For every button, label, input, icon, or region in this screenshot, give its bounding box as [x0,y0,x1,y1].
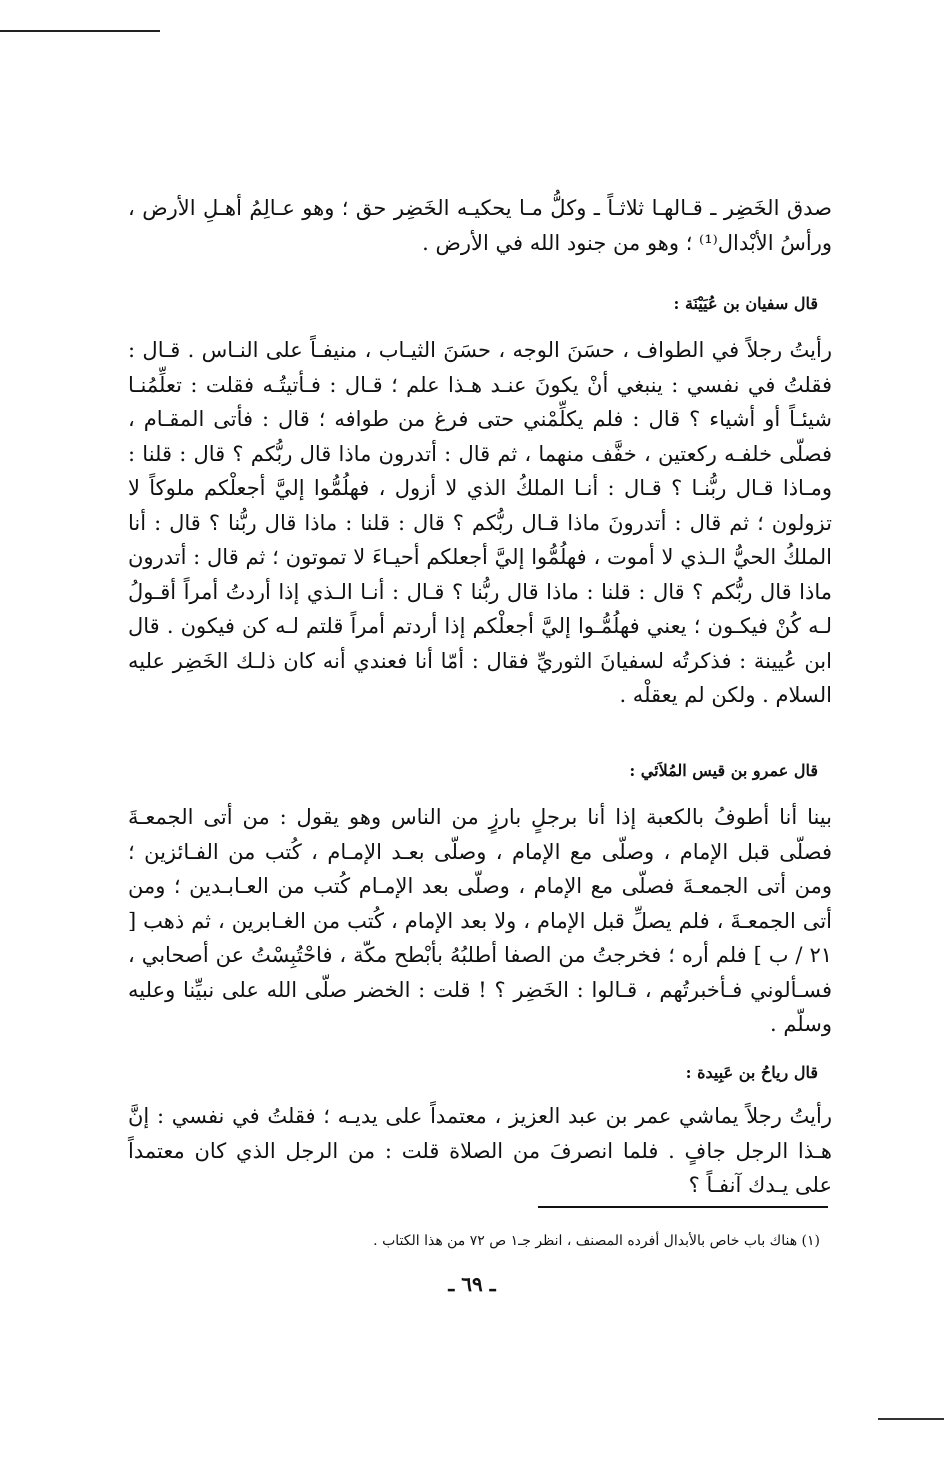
scan-edge-line-bottom [878,1418,944,1420]
page-number: ـ ٦٩ ـ [448,1272,496,1296]
scan-edge-line-top [0,30,160,32]
footnote-divider [538,1206,828,1208]
paragraph-sufyan: رأيتُ رجلاً في الطواف ، حسَنَ الوجه ، حسَنَ الثيـاب ، منيفـاً على النـاس . قـال : فقلتُ في نفسي : ينبغي أنْ يكونَ عنـد هـذا علم ؛ قـال : فـأتيتُـه فقلت : تعلِّمُنـا شيئـاً أو أشياء ؟ قال : فلم يكلِّمْني حتى فرغ من طوافه ؛ قال : فأتى المقـام ، فصلّى خلفـه ركعتين ، خفَّف منهما ، ثم قال : أتدرون ماذا قال ربُّكم ؟ قال : قلنا : ومـاذا قـال ربُّنـا ؟ قـال : أنـا الملكُ الذي لا أزول ، فهلُمُّوا إليَّ أجعلْكم ملوكاً لا تزولون ؛ ثم قال : أتدرونَ ماذا قـال ربُّكم ؟ قال : قلنا : ماذا قال ربُّنا ؟ قال : أنا الملكُ الحيُّ الـذي لا أموت ، فهلُمُّوا إليَّ أجعلكم أحيـاءَ لا تموتون ؛ ثم قال : أتدرون ماذا قال ربُّكم ؟ قال : قلنا : ماذا قال ربُّنا ؟ قـال : أنـا الـذي إذا أردتُ أمراً أقـولُ لـه كُنْ فيكـون ؛ يعني فهلُمُّـوا إليَّ أجعلْكم إذا أردتم أمراً قلتم لـه كن فيكون . قال ابن عُيينة : فذكرتُه لسفيانَ الثوريِّ فقال : أمّا أنا فعندي أنه كان ذلـك الخَضِر عليه السلام . ولكن لم يعقلْه . [128,338,832,707]
continuation-paragraph: صدق الخَضِر ـ قـالهـا ثلاثـاً ـ وكلُّ مـا يحكيـه الخَضِر حق ؛ وهو عـالِمُ أهـلِ الأرض ، ورأسُ الأبْدال⁽¹⁾ ؛ وهو من جنود الله في الأرض . [128,196,832,255]
speaker-heading-amr: قال عمرو بن قيس المُلاَئي : [629,761,818,780]
paragraph-riyah: رأيتُ رجلاً يماشي عمر بن عبد العزيز ، معتمداً على يديـه ؛ فقلتُ في نفسي : إنَّ هـذا الرجل جافٍ . فلما انصرفَ من الصلاة قلت : من الرجل الذي كان معتمداً على يـدك آنفـاً ؟ [128,1104,832,1197]
speaker-heading-sufyan: قال سفيان بن عُيَيْنَة : [673,294,818,313]
paragraph-amr: بينا أنا أطوفُ بالكعبة إذا أنا برجلٍ بارزٍ من الناس وهو يقول : من أتى الجمعـةَ فصلّى قبل الإمام ، وصلّى مع الإمام ، وصلّى بعـد الإمـام ، كُتب من الفـائزين ؛ ومن أتى الجمعـةَ فصلّى مع الإمام ، وصلّى بعد الإمـام كُتب من العـابـدين ؛ ومن أتى الجمعـةَ ، فلم يصلِّ قبل الإمام ، ولا بعد الإمام ، كُتب من الغـابرين ، ثم ذهب [ ٢١ / ب ] فلم أره ؛ فخرجتُ من الصفا أطلبُهُ بأبْطح مكّة ، فاحْتُبِسْتُ عن أصحابي ، فسـألوني فـأخبرتُهم ، قـالوا : الخَضِر ؟ ! قلت : الخضر صلّى الله على نبيِّنا وعليه وسلّم . [128,805,832,1036]
speaker-heading-riyah: قال رياحُ بن عَبِيدة : [685,1063,818,1082]
footnote: (١) هناك باب خاص بالأبدال أفرده المصنف ، انظر جـ١ ص ٧٢ من هذا الكتاب . [373,1233,820,1249]
